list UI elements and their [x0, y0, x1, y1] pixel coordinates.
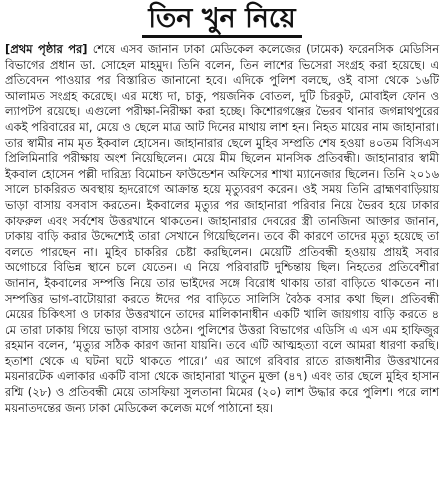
- headline-container: [5, 4, 439, 38]
- continuation-label: [প্রথম পৃষ্ঠার পর]: [5, 42, 88, 56]
- article-body: [5, 42, 439, 416]
- article-body-text: শেষে এসব জানান ঢাকা মেডিকেল কলেজের (ঢামেক) ফরেনসিক মেডিসিন বিভাগের প্রধান ডা. সোহেল মাহমুদ। তিনি বলেন, তিন লাশের ভিসেরা সংগ্রহ করা হয়েছে। এ প্রতিবেদন পাওয়ার পর বিস্তারিত জানানো হবে। এদিকে পুলিশ বলছে, ওই বাসা থেকে ১৬টি আলামত সংগ্রহ করেছে। এর মধ্যে দা, চাকু, পয়জনিক বোতল, দুটি চিরকুট, মোবাইল ফোন ও ল্যাপটপ রয়েছে। এগুলো পরীক্ষা-নিরীক্ষা করা হচ্ছে। কিশোরগঞ্জের ভৈরব থানার জগন্নাথপুরের একই পরিবারের মা, মেয়ে ও ছেলে মাত্র আট দিনের মাথায় লাশ হন। নিহত মায়ের নাম জাহানারা। তার স্বামীর নাম মৃত ইকবাল হোসেন। জাহানারার ছেলে মুহিব সম্প্রতি শেষ হওয়া ৪০তম বিসিএস প্রিলিমিনারি পরীক্ষায় অংশ নিয়েছিলেন। মেয়ে মীম ছিলেন মানসিক প্রতিবন্ধী। জাহানারার স্বামী ইকবাল হোসেন পল্লী দারিদ্র্য বিমোচন ফাউন্ডেশন অফিসের শাখা ম্যানেজার ছিলেন। তিনি ২০১৬ সালে চাকরিরত অবস্থায় হৃদরোগে আক্রান্ত হয়ে মৃত্যুবরণ করেন। ওই সময় তিনি ব্রাহ্মণবাড়িয়ায় ভাড়া বাসায় বসবাস করতেন। ইকবালের মৃত্যুর পর জাহানারা পরিবার নিয়ে ভৈরব হয়ে ঢাকার কাফরুল এবং সর্বশেষ উত্তরখানে থাকতেন। জাহানারার দেবরের স্ত্রী তানজিনা আক্তার জানান, ঢাকায় বাড়ি করার উদ্দেশ্যেই তারা সেখানে গিয়েছিলেন। তবে কী কারণে তাদের মৃত্যু হয়েছে তা বলতে পারছেন না। মুহিব চাকরির চেষ্টা করছিলেন। মেয়েটি প্রতিবন্ধী হওয়ায় প্রায়ই সবার অগোচরে বিভিন্ন স্থানে চলে যেতেন। এ নিয়ে পরিবারটি দুশ্চিন্তায় ছিল। নিহতের প্রতিবেশীরা জানান, ইকবালের সম্পত্তি নিয়ে তার ভাইদের সঙ্গে বিরোধ থাকায় তারা বাড়িতে থাকতেন না। সম্পত্তির ভাগ-বাটোয়ারা করতে ঈদের পর বাড়িতে সালিসি বৈঠক বসার কথা ছিল। প্রতিবন্ধী মেয়ের চিকিৎসা ও ঢাকার উত্তরখানে তাদের মালিকানাধীন একটি খালি জায়গায় বাড়ি করতে ৪ মে তারা ঢাকায় গিয়ে ভাড়া বাসায় ওঠেন। পুলিশের উত্তরা বিভাগের এডিসি এ এস এম হাফিজুর রহমান বলেন, ‘মৃত্যুর সঠিক কারণ জানা যায়নি। তবে এটি আত্মহত্যা বলে আমরা ধারণা করছি। হতাশা থেকে এ ঘটনা ঘটে থাকতে পারে।’ এর আগে রবিবার রাতে রাজধানীর উত্তরখানের ময়নারটেক এলাকার একটি বাসা থেকে জাহানারা খাতুন মুক্তা (৪৭) এবং তার ছেলে মুহিব হাসান রশ্মি (২৮) ও প্রতিবন্ধী মেয়ে তাসফিয়া সুলতানা মিমের (২০) লাশ উদ্ধার করে পুলিশ। পরে লাশ ময়নাতদন্তের জন্য ঢাকা মেডিকেল কলেজ মর্গে পাঠানো হয়।: [5, 42, 439, 415]
- article-headline: তিন খুন নিয়ে: [142, 4, 301, 38]
